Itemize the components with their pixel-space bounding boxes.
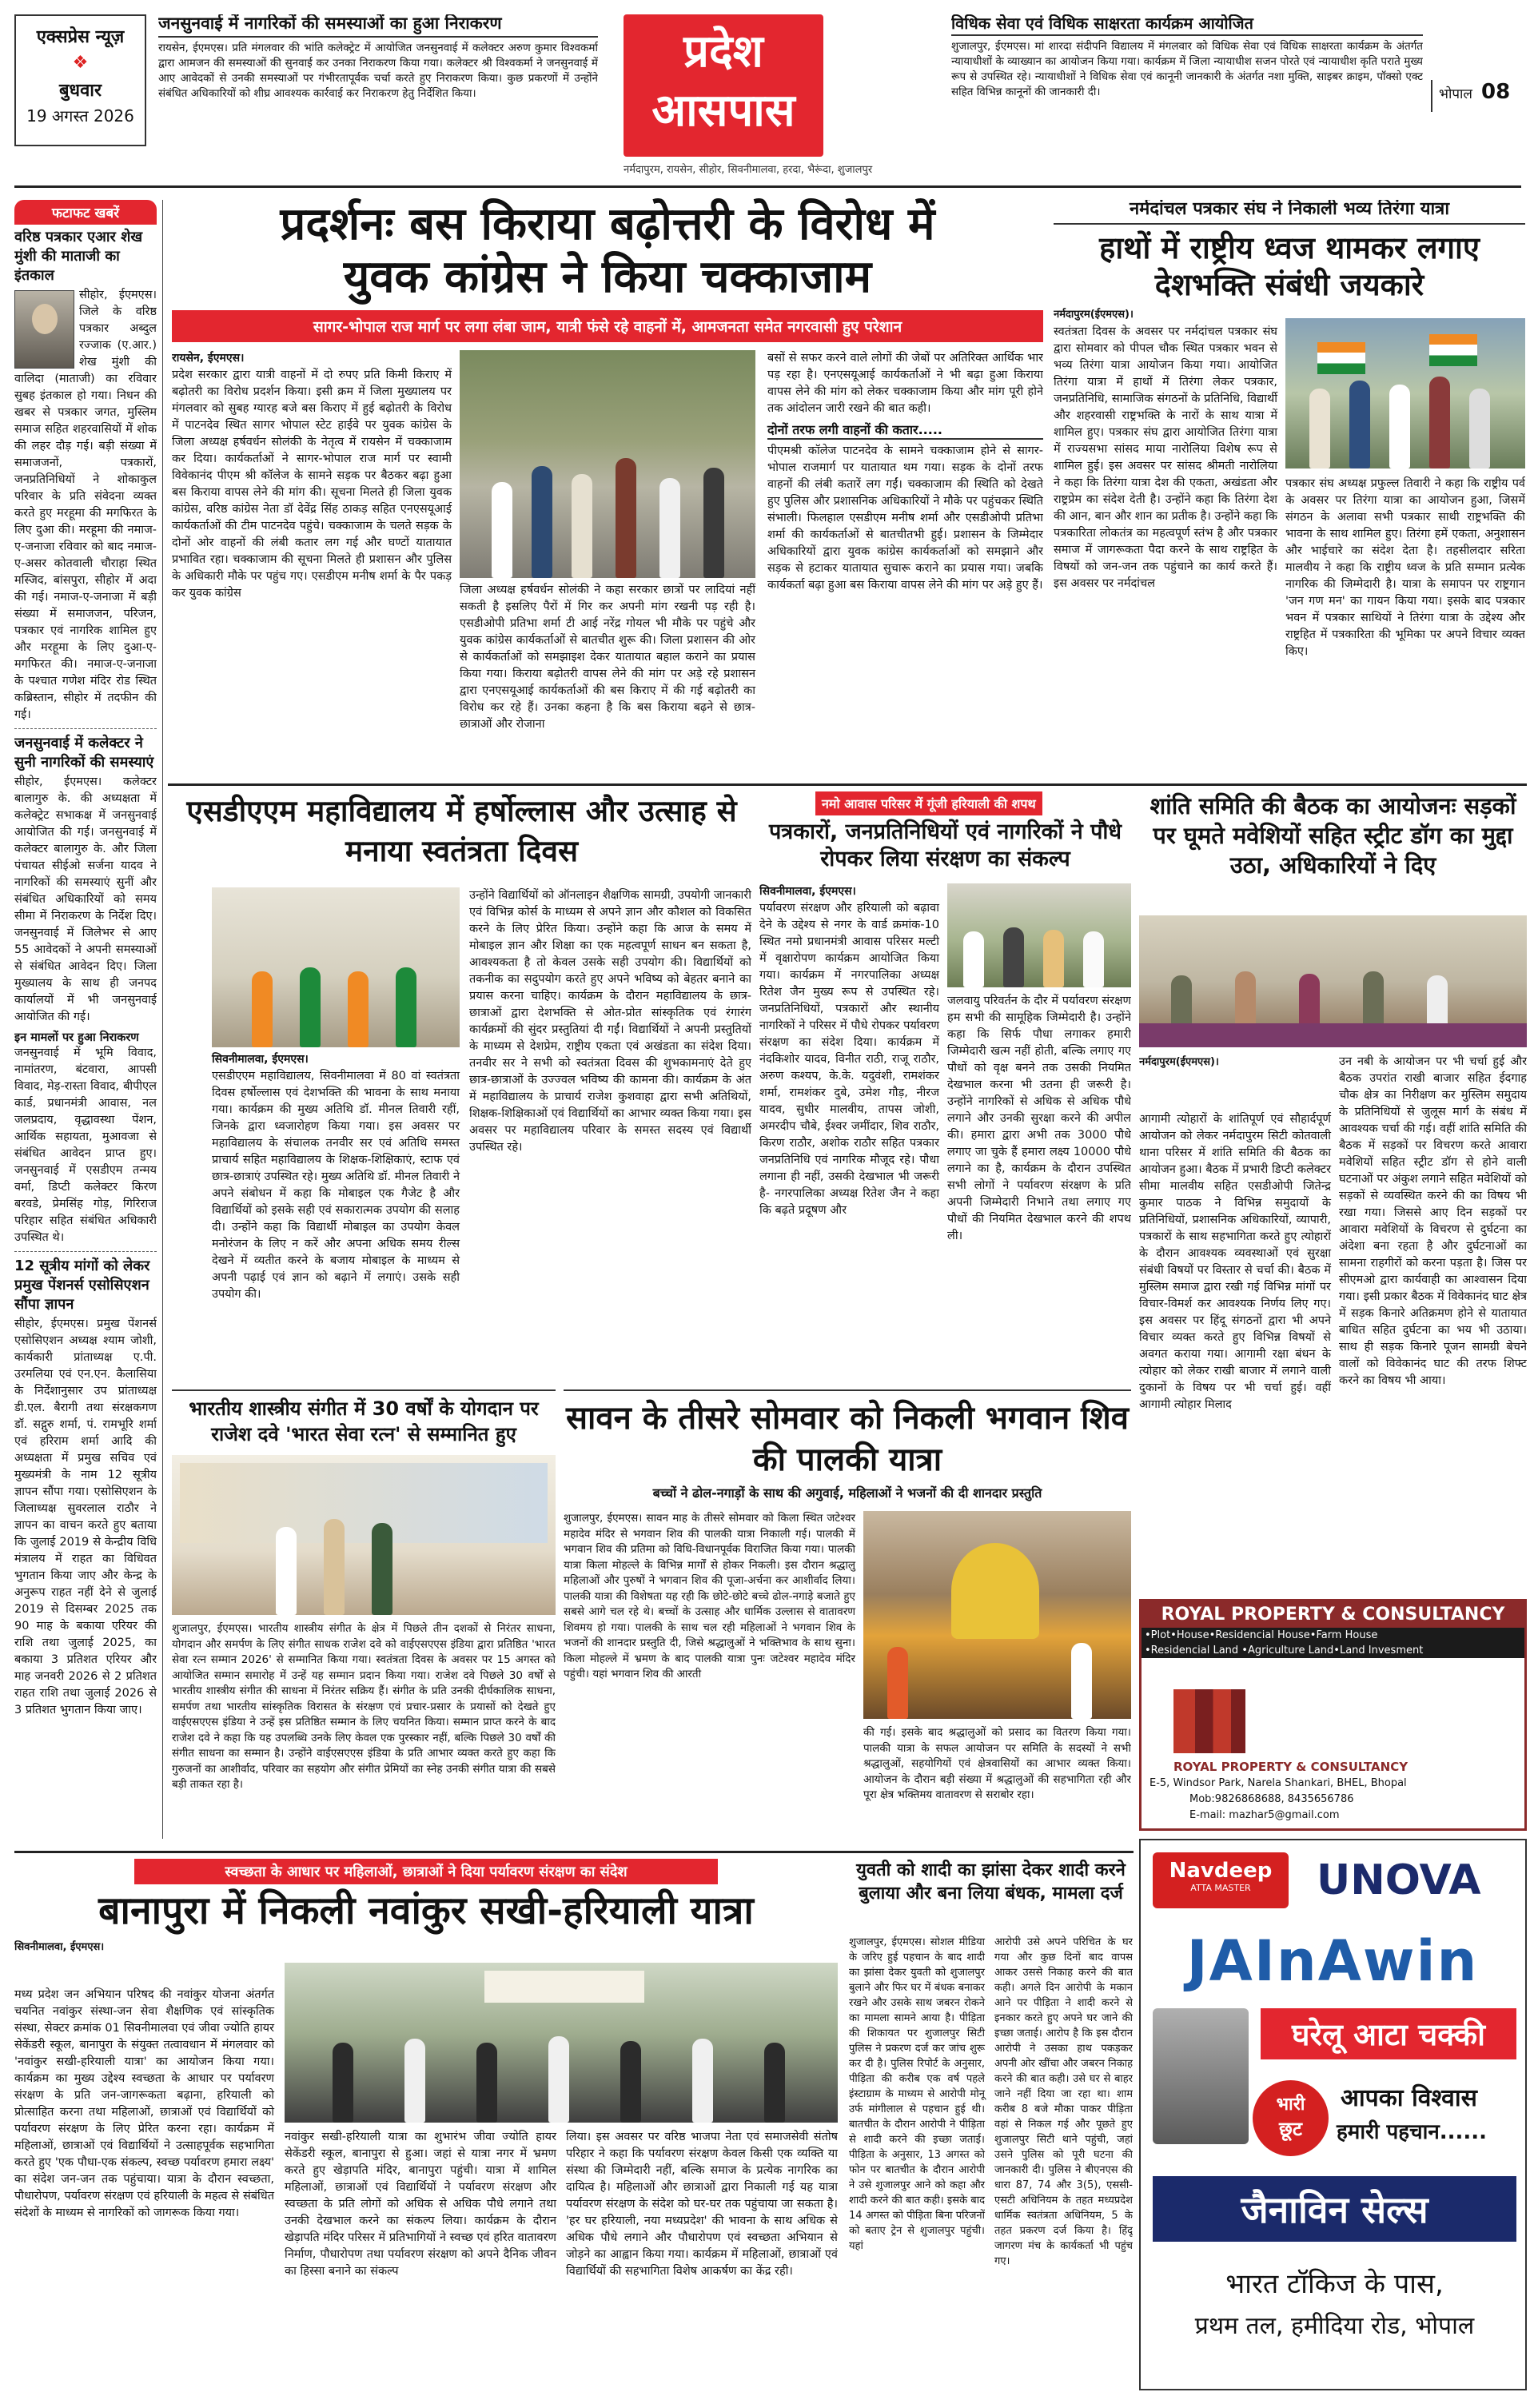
yatra-headline: बानापुरा में निकली नवांकुर सखी-हरियाली यात्रा [98, 1888, 754, 1933]
lead-dateline: रायसेन, ईएमएस। [172, 352, 245, 365]
shanti-col-2-text: उन नबी के आयोजन पर भी चर्चा हुई और बैठक उपरांत राखी बाजार सहित ईदगाह चौक क्षेत्र का निरीक्षण कर मुस्लिम समुदाय के प्रतिनिधियों से जुलूस मार्ग के संबंध में आवश्यक चर्चा की गई। वहीं शांति समिति की बैठक में सड़कों पर विचरण करते आवारा मवेशियों सहित स्ट्रीट डॉग से होने वाली घटनाओं पर अंकुश लगाने सहित मवेशियों को सड़कों से व्यवस्थित करने की का विषय भी रखा गया। जिससे आए दिन सड़कों पर आवारा मवेशियों के विचरण से दुर्घटना का अंदेशा बना रहता है और दुर्घटनाओं का सामना राहगीरों को करना पड़ता है। जिस पर सीएमओ द्वारा कार्यवाही का आश्वासन दिया गया। इसी प्रकार बैठक में विवेकानंद घाट क्षेत्र में सड़क किनारे अतिक्रमण होने से यातायात बाधित सहित दुर्घटना का भय भी उठाया। साथ ही सड़क किनारे पूजन सामग्री बेचने वालों को विवेकानंद घाट की तरफ शिफ्ट करने का विषय भी आया। [1339, 1055, 1527, 1387]
day-label: बुधवार [58, 81, 102, 101]
college-headline: एसडीएएम महाविद्यालय में हर्षोल्लास और उत्साह से मनाया स्वतंत्रता दिवस [186, 794, 737, 868]
crime-story [849, 1859, 1133, 2394]
navdeep-sub: ATTA MASTER [1190, 1883, 1251, 1893]
trust-line-1: आपका विश्वास [1341, 2084, 1477, 2112]
tiranga-story [1054, 200, 1525, 782]
section-name-2: आसपास [651, 85, 795, 137]
music-headline: भारतीय शास्त्रीय संगीत में 30 वर्षों के योगदान पर राजेश दवे 'भारत सेवा रत्न' से सम्मानित हुए [189, 1397, 539, 1445]
sawan-story [564, 1389, 1131, 1845]
participant-figure [1429, 377, 1450, 468]
sawan-col-1-text: शुजालपुर, ईएमएस। सावन माह के तीसरे सोमवार को किला स्थित जटेश्वर महादेव मंदिर से भगवान शिव की पालकी यात्रा निकाली गई। पालकी में भगवान शिव की प्रतिमा को विधि-विधानपूर्वक विराजित किया गया। पालकी यात्रा किला मोहल्ले के विभिन्न मार्गों से होकर निकली। इस दौरान श्रद्धालु महिलाओं और पुरुषों ने भगवान शिव की पूजा-अर्चना कर आशीर्वाद लिया। पालकी यात्रा की विशेषता यह रही कि छोटे-छोटे बच्चे ढोल-नगाड़े बजाते हुए सबसे आगे चल रहे थे। बच्चों के उत्साह और धार्मिक उल्लास से वातावरण शिवमय हो गया। पालकी के साथ चल रही महिलाओं ने भगवान शिव के भजनों की शानदार प्रस्तुति दी, जिसे श्रद्धालुओं ने भक्तिभाव के साथ सुना। किला मोहल्ले में भ्रमण के बाद पालकी यात्रा पुनः जटेश्वर महादेव मंदिर पहुंची। यहां भगवान शिव की आरती [564, 1512, 855, 1680]
top-right-brief [951, 14, 1423, 150]
planter-figure [1083, 931, 1104, 987]
shanti-headline: शांति समिति की बैठक का आयोजनः सड़कों पर घूमते मवेशियों सहित स्ट्रीट डॉग का मुद्दा उठा, अधिकारियों ने दिए [1150, 792, 1516, 879]
top-right-brief-body: शुजालपुर, ईएमएस। मां शारदा संदीपनि विद्यालय में मंगलवार को विधिक सेवा एवं विधिक साक्षरता कार्यक्रम के अंतर्गत न्यायाधीशों के व्याख्यान का आयोजन किया गया। कार्यक्रम में जिला न्यायाधीश सजन पोरते एवं न्यायाधीश कृति पराते मुख्य रूप से उपस्थित रहे। न्यायाधीशों ने विधिक सेवा एवं कानूनी जानकारी के अंतर्गत नशा मुक्ति, साइबर क्राइम, पॉक्सो एक्ट सहित विभिन्न कानूनों की जानकारी दी। [951, 40, 1423, 99]
discount-badge-1: भारी [1276, 2095, 1305, 2115]
student-figure [692, 2039, 713, 2123]
sidebar-vrule [162, 200, 163, 1839]
dancer-figure [300, 967, 321, 1047]
protester-figure [492, 482, 512, 578]
shanti-story [1139, 791, 1527, 1591]
shop-name: जैनाविन सेल्स [1153, 2176, 1516, 2242]
plantation-col-1-text: पर्यावरण संरक्षण और हरियाली को बढ़ावा देने के उद्देश्य से नगर के वार्ड क्रमांक-10 स्थित नमो प्रधानमंत्री आवास परिसर मल्टी में वृक्षारोपण कार्यक्रम आयोजित किया गया। कार्यक्रम में नगरपालिका अध्यक्ष रितेश जैन मुख्य रूप से उपस्थित रहे। जनप्रतिनिधियों, पत्रकारों और स्थानीय नागरिकों ने परिसर में पौधे रोपकर पर्यावरण संरक्षण का संदेश दिया। कार्यक्रम में नंदकिशोर यादव, विनीत राठी, राजू राठौर, अरुण कश्यप, के.के. यदुवंशी, रामशंकर शर्मा, रामशंकर दुबे, उमेश गौड़, नीरज यादव, सुधीर मालवीय, तापस जोशी, अमरदीप चौबे, ईश्वर जमींदार, शिव राठौर, किरण राठौर, अशोक राठौर सहित पत्रकार जनप्रतिनिधि एवं नागरिक मौजूद रहे। पौधा लगाना ही नहीं, उसकी देखभाल भी जरूरी है- नगरपालिका अध्यक्ष रितेश जैन ने कहा कि बढ़ते प्रदूषण और [759, 902, 939, 1217]
awardee-figure [372, 1523, 392, 1615]
sawan-col-1 [564, 1511, 855, 1686]
sidebar-divider-1 [14, 728, 157, 729]
school-banner [484, 1971, 644, 2003]
lead-headline-2: युवक कांग्रेस ने किया चक्काजाम [343, 251, 872, 303]
top-left-brief-body: रायसेन, ईएमएस। प्रति मंगलवार की भांति कलेक्ट्रेट में आयोजित जनसुनवाई में कलेक्टर अरुण कुमार विश्वकर्मा द्वारा आमजन की समस्याओं की सुनवाई कर उनका निराकरण किया गया। कलेक्टर श्री विश्वकर्मा ने जनसुनवाई में आए आवेदकों से उनकी समस्याओं पर गंभीरतापूर्वक चर्चा करते हुए निराकरण किया। कुछ प्रकरणों में उन्होंने संबंधित अधिकारियों को शीघ्र आवश्यक कार्रवाई कर निराकरण हेतु निर्देशित किया। [158, 41, 598, 100]
section-cities: नर्मदापुरम, रायसेन, सीहोर, सिवनीमालवा, हरदा, भैरूंदा, शुजालपुर [624, 164, 873, 176]
section-flag-box [624, 14, 823, 157]
planter-figure [1003, 927, 1024, 987]
tiranga-kicker: नर्मदांचल पत्रकार संघ ने निकाली भव्य तिरंगा यात्रा [1054, 200, 1525, 225]
ad-address: E-5, Windsor Park, Narela Shankari, BHEL, Bhopal [1150, 1777, 1407, 1789]
sidebar-story-3-title: 12 सूत्रीय मांगों को लेकर प्रमुख पेंशनर्स एसोसिएशन सौंपा ज्ञापन [14, 1258, 150, 1313]
college-col-1 [212, 1051, 460, 1306]
ad-mobile: Mob:9826868688, 8435656786 [1189, 1793, 1354, 1805]
plantation-story [759, 791, 1131, 1383]
lead-subheadline: सागर-भोपाल राज मार्ग पर लगा लंबा जाम, यात्री फंसे रहे वाहनों में, आमजनता समेत नगरवासी हुए परेशान [172, 310, 1043, 342]
lead-story [172, 198, 1043, 782]
shop-address-1: भारत टॉकिज के पास, [1225, 2268, 1444, 2300]
lead-col-1-text: प्रदेश सरकार द्वारा यात्री वाहनों में दो रुपए प्रति किमी किराए में बढ़ोतरी का विरोध प्रदर्शन किया। इसी क्रम में जिला मुख्यालय पर मंगलवार को सुबह ग्यारह बजे बस किराए में हुई बढ़ोतरी के विरोध में पाटनदेव स्थित सागर भोपाल स्टेट हाईवे पर युवक कांग्रेस के जिला अध्यक्ष हर्षवर्धन सोलंकी के नेतृत्व में रायसेन में चक्काजाम कर दिया। कार्यकर्ताओं ने सागर-भोपाल राज मार्ग पर स्वामी विवेकानंद पीएम श्री कॉलेज के सामने सड़क पर बैठकर बढ़ा हुआ बस किराया वापस लेने की मांग की। सूचना मिलते ही जिला युवक कांग्रेस, वरिष्ठ कांग्रेस नेता डॉ देवेंद्र सिंह ठाकड़ सहित एनएसयूआई कार्यकर्ताओं की टीम पाटनदेव पहुंचे। चक्काजाम के चलते सड़क के दोनों ओर वाहनों की लंबी कतार लग गई और घण्टों यातायात प्रभावित रहा। चक्काजाम की सूचना मिलते ही प्रशासन और पुलिस के अधिकारी मौके पर पहुंच गए। एसडीएम मनीष शर्मा के पैर पकड़ कर युवक कांग्रेस [172, 369, 452, 600]
meeting-table [1139, 1023, 1527, 1047]
participant-figure [1349, 381, 1370, 468]
unova-logo: UNOVA [1317, 1856, 1481, 1904]
plantation-col-2 [947, 993, 1131, 1248]
flag-icon [1429, 334, 1477, 366]
sawan-photo [863, 1511, 1131, 1719]
shanti-dateline: नर्मदापुरम(ईएमएस)। [1139, 1056, 1219, 1068]
paper-name: एक्सप्रेस न्यूज़ [36, 27, 125, 47]
shanti-col-1 [1139, 1111, 1331, 1417]
participant-figure [1309, 389, 1330, 468]
participant-figure [1389, 385, 1410, 468]
crime-col-1-text: शुजालपुर, ईएमएस। सोशल मीडिया के जरिए हुई पहचान के बाद शादी का झांसा देकर युवती को शुजालपुर बुलाने और फिर घर में बंधक बनाकर रखने और उसके साथ जबरन रोकने का मामला सामने आया है। पीड़िता की शिकायत पर शुजालपुर सिटी पुलिस ने प्रकरण दर्ज कर जांच शुरू कर दी है। पुलिस रिपोर्ट के अनुसार, पीड़िता की करीब एक वर्ष पहले इंस्टाग्राम के माध्यम से आरोपी मोनू उर्फ मांगीलाल से पहचान हुई थी। बातचीत के दौरान आरोपी ने पीड़िता से शादी करने की इच्छा जताई। पीड़िता के अनुसार, 13 अगस्त को फोन पर बातचीत के दौरान आरोपी ने उसे शुजालपुर आने को कहा और शादी करने की बात कही। इसके बाद 14 अगस्त को पीड़िता बिना परिजनों को बताए ट्रेन से शुजालपुर पहुंची। यहां [849, 1936, 985, 2252]
lead-col-2-text: जिला अध्यक्ष हर्षवर्धन सोलंकी ने कहा सरकार छात्रों पर लादियां नहीं सकती है इसलिए पैरों में गिर कर अपनी मांग रखनी पड़ रही है। एसडीओपी प्रतिभा शर्मा टी आई नरेंद्र गोयल भी मौके पर पहुंचे और युवक कांग्रेस कार्यकर्ताओं से बातचीत शुरू की। जिला प्रशासन की ओर से कार्यकर्ताओं को समझाइश देकर यातायात बहाल कराने का प्रयास किया गया। किराया बढ़ोतरी वापस लेने की मांग पर अड़े रहे प्रशासन द्वारा एनएसयूआई कार्यकर्ताओं की बस किराए में की गई बढ़ोतरी का विरोध कर रहे हैं। उनका कहना है कि बस किराया बढ़ने से छात्र-छात्राओं और रोजाना [460, 584, 755, 731]
ad-name: ROYAL PROPERTY & CONSULTANCY [1173, 1760, 1408, 1774]
page-label [1431, 80, 1527, 112]
awardee-figure [324, 1519, 345, 1615]
mill-banner: घरेलू आटा चक्की [1261, 2008, 1516, 2059]
shanti-col-2 [1339, 1054, 1527, 1393]
row-rule-2 [14, 1851, 1134, 1853]
ad-services-1: •Plot•House•Residencial House•Farm House [1142, 1628, 1524, 1643]
protester-figure [532, 466, 552, 578]
sidebar-story-3-body: सीहोर, ईएमएस। प्रमुख पेंशनर्स एसोसिएशन अध्यक्ष श्याम जोशी, कार्यकारी प्रांताध्यक्ष ए.पी. उरमलिया एवं एन.एन. कैलासिया के निर्देशानुसार उप प्रांताध्यक्ष डी.एल. बैरागी तथा संरक्षकगण डॉ. सद्गुरु शर्मा, पं. रामभूरि शर्मा एवं हरिराम शर्मा आदि की अध्यक्षता में प्रमुख सचिव एवं मुख्यमंत्री के नाम 12 सूत्रीय ज्ञापन सौंपा गया। एसोसिएशन के जिलाध्यक्ष सुवरलाल राठौर ने ज्ञापन का वाचन करते हुए बताया कि जुलाई 2019 से केन्द्रीय विधि मंत्रालय में राहत का विधिवत भुगतान किया जाए और केन्द्र के अनुरूप राहत नहीं देने से जुलाई 2019 से दिसम्बर 2025 तक 90 माह के बकाया एरियर की राशि तथा जुलाई 2025, का बकाया 3 प्रतिशत एरियर और माह जनवरी 2026 से 2 प्रतिशत राहत राशि तथा जुलाई 2026 से 3 प्रतिशत भुगतान किया जाए। [14, 1318, 157, 1716]
lead-col-3-text: बसों से सफर करने वाले लोगों की जेबों पर अतिरिक्त आर्थिक भार पड़ रहा है। एनएसयूआई कार्यकर्ताओं ने भी बढ़ा हुआ किराया वापस लेने की मांग को लेकर चक्काजाम किया और मांग पूरी होने तक आंदोलन जारी रखने की बात कही। [767, 352, 1043, 415]
protester-figure [616, 458, 636, 578]
yatra-story [14, 1859, 838, 2394]
student-figure [548, 2036, 569, 2123]
tiranga-headline: हाथों में राष्ट्रीय ध्वज थामकर लगाए देशभक्ति संबंधी जयकारे [1099, 229, 1480, 302]
ad-email: E-mail: mazhar5@gmail.com [1189, 1809, 1340, 1821]
music-photo [172, 1455, 556, 1615]
flag-icon [1317, 342, 1365, 374]
sawan-col-2 [863, 1725, 1131, 1807]
protester-figure [572, 474, 592, 578]
awardee-figure [276, 1527, 297, 1615]
ad-services-2: •Residencial Land •Agriculture Land•Land Invesment [1142, 1643, 1524, 1658]
plantation-dateline: सिवनीमालवा, ईएमएस। [759, 885, 856, 898]
music-body: शुजालपुर, ईएमएस। भारतीय शास्त्रीय संगीत के क्षेत्र में पिछले तीन दशकों से निरंतर साधना, योगदान और समर्पण के लिए संगीत साधक राजेश दवे को वाईएसएएस इंडिया द्वारा प्रतिष्ठित 'भारत सेवा रत्न सम्मान 2026' से सम्मानित किया गया। स्वतंत्रता दिवस के अवसर पर 15 अगस्त को आयोजित सम्मान समारोह में उन्हें यह सम्मान प्रदान किया गया। राजेश दवे पिछले 30 वर्षों से भारतीय शास्त्रीय संगीत की साधना में निरंतर सक्रिय हैं। संगीत के प्रति उनकी दीर्घकालिक साधना, समर्पण तथा भारतीय सांस्कृतिक विरासत के संरक्षण एवं प्रचार-प्रसार के प्रयासों को देखते हुए वाईएसएएस इंडिया ने उन्हें इस प्रतिष्ठित सम्मान के लिए चयनित किया। सम्मान प्राप्त करने के बाद राजेश दवे ने कहा कि यह उपलब्धि उनके लिए केवल एक पुरस्कार नहीं, बल्कि पिछले 30 वर्षों की संगीत साधना का सम्मान है। उन्होंने वाईएसएएस इंडिया के प्रति आभार व्यक्त करते हुए कहा कि गुरुजनों का आशीर्वाद, परिवार का सहयोग और संगीत प्रेमियों का स्नेह उनकी संगीत यात्रा की सबसे बड़ी ताकत रहा है। [172, 1622, 556, 1791]
participant-figure [1469, 389, 1490, 468]
planter-figure [963, 931, 984, 987]
lead-subhead: दोनों तरफ लगी वाहनों की कतार..... [767, 421, 1043, 440]
discount-badge-2: छूट [1279, 2118, 1302, 2140]
masthead-left-box [14, 14, 146, 146]
sidebar-story-1-body: सीहोर, ईएमएस। जिले के वरिष्ठ पत्रकार अब्दुल रज्जाक (ए.आर.) शेख मुंशी की वालिदा (माताजी) का रविवार सुबह इंतकाल हो गया। निधन की खबर से पत्रकार जगत, मुस्लिम समाज सहित शहरवासियों में शोक की लहर दौड़ गई। बड़ी संख्या में समाजजनों, पत्रकारों, जनप्रतिनिधियों ने शोकाकुल परिवार के प्रति संवेदना व्यक्त करते हुए मरहूमा की मगफिरत के लिए दुआ की। मरहूमा की नमाज-ए-जनाजा रविवार को बाद नमाज-ए-असर कोतवाली चौराहा स्थित मस्जिद, बांसपुरा, सीहोर में अदा की गई। नमाज-ए-जनाजा में बड़ी संख्या में समाजजन, परिजन, पत्रकार एवं नागरिक शामिल हुए और मरहूमा के लिए दुआ-ए-मगफिरत की। नमाज-ए-जनाजा के पश्चात गणेश मंदिर रोड स्थित कब्रिस्तान, सीहोर में तदफीन की गई। [14, 289, 157, 721]
shop-address-2: प्रथम तल, हमीदिया रोड, भोपाल [1194, 2312, 1475, 2340]
yatra-col-1-text: मध्य प्रदेश जन अभियान परिषद की नवांकुर योजना अंतर्गत चयनित नवांकुर संस्था-जन सेवा शैक्षणिक एवं सांस्कृतिक संस्था, सेक्टर क्रमांक 01 सिवनीमालवा एवं जीवा ज्योति हायर सेकेंडरी स्कूल, बानापुरा के संयुक्त तत्वावधान में मंगलवार को 'नवांकुर सखी-हरियाली यात्रा' का आयोजन किया गया। कार्यक्रम का मुख्य उद्देश्य स्वच्छता के आधार पर पर्यावरण संरक्षण के प्रति जन-जागरूकता बढ़ाना, हरियाली को प्रोत्साहित करना तथा महिलाओं, छात्राओं एवं विद्यार्थियों को पर्यावरण संरक्षण के लिए प्रेरित करना रहा। कार्यक्रम में महिलाओं, छात्राओं एवं विद्यार्थियों ने उत्साहपूर्वक सहभागिता करते हुए 'एक पौधा-एक संकल्प, स्वच्छ पर्यावरण हमारा लक्ष्य' का संदेश जन-जन तक पहुंचाया। यात्रा के दौरान स्वच्छता, पौधारोपण, पर्यावरण संरक्षण एवं हरियाली के महत्व से संबंधित संदेशों के माध्यम से नागरिकों को जागरूक किया गया। [14, 1988, 274, 2219]
tiranga-col-1 [1054, 324, 1277, 596]
sidebar-story-2-body: सीहोर, ईएमएस। कलेक्टर बालागुरु के. की अध्यक्षता में कलेक्ट्रेट सभाकक्ष में जनसुनवाई आयोजित की गई। जनसुनवाई में कलेक्टर बालागुरु के. और जिला पंचायत सीईओ सर्जना यादव ने नागरिकों की समस्याएं सुनीं और संबंधित अधिकारियों को समय सीमा में निराकरण के निर्देश दिए। जनसुनवाई में जिलेभर से आए 55 आवेदकों ने अपनी समस्याओं से संबंधित आवेदन दिए। जिला मुख्यालय के साथ ही जनपद कार्यालयों में भी जनसुनवाई आयोजित की गई। [14, 775, 157, 1023]
dancer-figure [396, 967, 416, 1047]
sidebar-divider-2 [14, 1251, 157, 1252]
star-icon: ❖ [72, 53, 89, 73]
lead-col-3 [767, 350, 1043, 597]
sawan-col-2-text: की गई। इसके बाद श्रद्धालुओं को प्रसाद का वितरण किया गया। पालकी यात्रा के सफल आयोजन पर समिति के सदस्यों ने सभी श्रद्धालुओं, सहयोगियों एवं क्षेत्रवासियों का आभार व्यक्त किया। आयोजन के दौरान बड़ी संख्या में श्रद्धालुओं की सहभागिता रही और पूरा क्षेत्र भक्तिमय वातावरण से सराबोर रहा। [863, 1726, 1131, 1801]
obituary-photo [14, 290, 74, 369]
discount-badge [1253, 2080, 1329, 2156]
plantation-headline: पत्रकारों, जनप्रतिनिधियों एवं नागरिकों ने पौधे रोपकर लिया संरक्षण का संकल्प [768, 819, 1122, 871]
atta-chakki-machine [1153, 2008, 1249, 2144]
shanti-photo [1139, 915, 1527, 1047]
crime-headline: युवती को शादी का झांसा देकर शादी करने बुलाया और बना लिया बंधक, मामला दर्ज [856, 1860, 1126, 1904]
yatra-photo [285, 1963, 838, 2123]
navdeep-text: Navdeep [1169, 1859, 1273, 1883]
shanti-col-1-text: आगामी त्योहारों के शांतिपूर्ण एवं सौहार्दपूर्ण आयोजन को लेकर नर्मदापुरम सिटी कोतवाली थाना परिसर में शांति समिति की बैठक का आयोजन हुआ। बैठक में प्रभारी डिप्टी कलेक्टर सीमा मालवीय सहित एसडीओपी जितेन्द्र कुमार पाठक ने विभिन्न समुदायों के प्रतिनिधियों, प्रशासनिक अधिकारियों, व्यापारी, पत्रकारों के साथ सहभागिता करते हुए त्योहारों के दौरान आवश्यक व्यवस्थाओं एवं सुरक्षा संबंधी विषयों पर विस्तार से चर्चा की। बैठक में मुस्लिम समाज द्वारा रखी गई विभिन्न मांगों पर विचार-विमर्श कर आवश्यक निर्णय लिए गए। इस अवसर पर हिंदू संगठनों द्वारा भी अपने विचार व्यक्त करते हुए विभिन्न विषयों से अवगत कराया गया। आगामी रक्षा बंधन के त्योहार को लेकर राखी बाजार में लगाने वाली दुकानों के विषय पर भी चर्चा हुई। वहीं आगामी त्योहार मिलाद [1139, 1113, 1331, 1411]
planter-figure [1043, 930, 1064, 987]
student-figure [404, 2039, 425, 2123]
yatra-col-2-text: नवांकुर सखी-हरियाली यात्रा का शुभारंभ जीवा ज्योति हायर सेकेंडरी स्कूल, बानापुरा से हुआ। जहां से यात्रा नगर में भ्रमण करते हुए खेड़ापति मंदिर, बानापुरा पहुंची। यात्रा में शामिल महिलाओं, छात्राओं एवं विद्यार्थियों ने पर्यावरण संरक्षण और स्वच्छता के प्रति लोगों को अधिक से अधिक पौधे लगाने तथा उनकी देखभाल करने का संकल्प लिया। कार्यक्रम के दौरान खेड़ापति मंदिर परिसर में प्रतिभागियों ने स्वच्छ एवं हरित वातावरण निर्माण, पौधारोपण तथा पर्यावरण संरक्षण को अपने दैनिक जीवन का हिस्सा बनाने का संकल्प [285, 2131, 556, 2278]
yatra-kicker: स्वच्छता के आधार पर महिलाओं, छात्राओं ने दिया पर्यावरण संरक्षण का संदेश [134, 1859, 718, 1884]
royal-property-ad [1139, 1599, 1527, 1831]
award-banner [180, 1463, 548, 1543]
yatra-col-2 [285, 2129, 556, 2283]
tiranga-col-2 [1285, 476, 1525, 664]
place-label: भोपाल [1439, 86, 1472, 102]
building-icon [1173, 1689, 1245, 1753]
yatra-col-3 [566, 2129, 838, 2283]
lead-headline-1: प्रदर्शनः बस किराया बढ़ोत्तरी के विरोध में [280, 198, 935, 250]
sawan-sub: बच्चों ने ढोल-नगाड़ों के साथ की अगुवाई, महिलाओं ने भजनों की दी शानदार प्रस्तुति [652, 1485, 1042, 1501]
section-flag [616, 14, 919, 178]
sidebar-story-2-sub: इन मामलों पर हुआ निराकरण [14, 1031, 139, 1044]
lead-col-1 [172, 350, 452, 605]
tiranga-dateline: नर्मदापुरम(ईएमएस)। [1054, 308, 1134, 321]
college-photo [212, 887, 460, 1047]
trust-line-2: हमारी पहचान...... [1337, 2120, 1488, 2144]
lead-col-2 [460, 582, 755, 736]
page-number: 08 [1481, 80, 1511, 104]
college-col-1-text: एसडीएएम महाविद्यालय, सिवनीमालवा में 80 वां स्वतंत्रता दिवस हर्षोल्लास एवं देशभक्ति की भावना के साथ मनाया गया। कार्यक्रम की मुख्य अतिथि डॉ. मीनल तिवारी रहीं, जिनके द्वारा ध्वजारोहण किया गया। इस अवसर पर महाविद्यालय के संचालक तनवीर सर एवं अतिथि समस्त प्राचार्य सहित महाविद्यालय के शिक्षक-शिक्षिकाएं, स्टाफ एवं छात्र-छात्राएं उपस्थित रहे। मुख्य अतिथि डॉ. मीनल तिवारी ने अपने संबोधन में कहा कि मोबाइल एक गैजेट है और विद्यार्थियों को इसके सही एवं सकारात्मक उपयोग की सलाह दी। उन्होंने कहा कि विद्यार्थी मोबाइल का उपयोग केवल मनोरंजन के लिए न करें और अपना अधिक समय रील्स देखने में व्यतीत करने के बजाय मोबाइल के माध्यम से अपनी पढ़ाई एवं ज्ञान को बढ़ाने में लगाएं। उसके सही उपयोग की। [212, 1070, 460, 1301]
crime-col-2-text: आरोपी उसे अपने परिचित के घर गया और कुछ दिनों बाद वापस आकर उससे निकाह करने की बात कही। अगले दिन आरोपी के मकान आने पर पीड़िता ने शादी करने से इनकार करते हुए अपने घर जाने की इच्छा जताई। आरोप है कि इस दौरान आरोपी ने उसका हाथ पकड़कर अपनी ओर खींचा और जबरन निकाह करने की बात कही। उसे घर से बाहर जाने नहीं दिया जा रहा था। शाम करीब 8 बजे मौका पाकर पीड़िता वहां से निकल गई और पूछते हुए शुजालपुर सिटी थाने पहुंची, जहां उसने पुलिस को पूरी घटना की जानकारी दी। पुलिस ने बीएनएस की धारा 87, 74 और 3(5), एससी-एसटी अधिनियम के तहत मध्यप्रदेश धार्मिक स्वतंत्रता अधिनियम, 5 के तहत प्रकरण दर्ज किया है। हिंदू जागरण मंच के कार्यकर्ता भी पहुंच गए। [994, 1936, 1133, 2267]
top-right-brief-title: विधिक सेवा एवं विधिक साक्षरता कार्यक्रम आयोजित [951, 14, 1423, 36]
devotee-figure [1071, 1643, 1092, 1719]
lead-col-3b-text: पीएमश्री कॉलेज पाटनदेव के सामने चक्काजाम होने से सागर-भोपाल राजमार्ग पर यातायात थम गया। सड़क के दोनों तरफ वाहनों की लंबी कतारें लग गईं। चक्काजाम की स्थिति को देखते हुए पुलिस और प्रशासनिक अधिकारियों ने मौके पर पहुंचकर स्थिति संभाली। फिलहाल एसडीएम मनीष शर्मा और एसडीओपी प्रतिभा शर्मा की कार्यकर्ताओं से बातचीतभी हुई। प्रशासन के जिम्मेदार अधिकारियों द्वारा युवक कांग्रेस कार्यकर्ताओं को समझाने और सड़क से हटाकर यातायात सुचारू कराने का प्रयास गया। जबकि कार्यकर्ता बढ़ा हुआ बस किराया वापस लेने की मांग पर अड़े हुए हैं। [767, 445, 1043, 592]
student-figure [764, 2043, 785, 2123]
college-col-2 [469, 887, 751, 1159]
dancer-figure [348, 971, 369, 1047]
row-rule-1 [168, 783, 1527, 786]
masthead-rule [14, 185, 1521, 188]
protester-figure [659, 478, 680, 578]
yatra-col-1 [14, 1987, 274, 2225]
plantation-kicker: नमो आवास परिसर में गूंजी हरियाली की शपथ [815, 791, 1042, 815]
college-dateline: सिवनीमालवा, ईएमएस। [212, 1053, 309, 1066]
plantation-col-1 [759, 883, 939, 1222]
date-label: 19 अगस्त 2026 [26, 106, 134, 126]
sawan-headline: सावन के तीसरे सोमवार को निकली भगवान शिव की पालकी यात्रा [566, 1400, 1129, 1478]
section-name-1: प्रदेश [683, 26, 763, 78]
plantation-col-2-text: जलवायु परिवर्तन के दौर में पर्यावरण संरक्षण हम सभी की सामूहिक जिम्मेदारी है। उन्होंने कहा कि सिर्फ पौधा लगाकर हमारी जिम्मेदारी खत्म नहीं होती, बल्कि लगाए गए पौधों को वृक्ष बनने तक उसकी नियमित देखभाल करना भी उतना ही जरूरी है। उन्होंने नागरिकों से अधिक से अधिक पौधे लगाने और उनकी सुरक्षा करने की अपील की। हमारा द्वारा अभी तक 3000 पौधे लगाए जा चुके हैं हमारा लक्ष्य 10000 पौधे लगाने का है, कार्यक्रम के दौरान उपस्थित सभी लोगों ने पर्यावरण संरक्षण के प्रति अपनी जिम्मेदारी निभाने तथा लगाए गए पौधों की नियमित देखभाल करने की शपथ ली। [947, 995, 1131, 1242]
college-story [172, 791, 751, 1383]
sidebar-header: फटाफट खबरें [14, 200, 157, 225]
sidebar [14, 200, 157, 1835]
student-figure [476, 2043, 497, 2123]
ad-title: ROYAL PROPERTY & CONSULTANCY [1142, 1601, 1524, 1628]
lead-photo [460, 350, 755, 578]
jainawin-logo: JAInAwin [1186, 1928, 1479, 1994]
sidebar-story-1-title: वरिष्ठ पत्रकार एआर शेख मुंशी की माताजी का इंतकाल [14, 229, 143, 284]
plantation-photo [947, 883, 1131, 987]
dancer-figure [252, 971, 273, 1047]
tiranga-photo [1285, 318, 1525, 468]
sidebar-story-2-title: जनसुनवाई में कलेक्टर ने सुनी नागरिकों की समस्याएं [14, 735, 154, 771]
yatra-dateline: सिवनीमालवा, ईएमएस। [14, 1941, 105, 1953]
tiranga-col-2-text: पत्रकार संघ अध्यक्ष प्रफुल्ल तिवारी ने कहा कि राष्ट्रीय पर्व के अवसर पर तिरंगा यात्रा का आयोजन हुआ, जिसमें संगठन के अलावा सभी पत्रकार साथी राष्ट्रभक्ति की भावना के साथ शामिल हुए। तिरंगा हमें एकता, अनुशासन और भाईचारे का संदेश देता है। तहसीलदार सरिता मालवीय ने कहा कि राष्ट्रीय ध्वज के प्रति सम्मान प्रत्येक नागरिक की जिम्मेदारी है। यात्रा के समापन पर राष्ट्रगान 'जन गण मन' का गायन किया गया। इसके बाद पत्रकार भवन में पत्रकार साथियों ने तिरंगा यात्रा के उद्देश्य और राष्ट्रहित में पत्रकारिता की भूमिका पर अपने विचार व्यक्त किए। [1285, 477, 1525, 658]
palki-shape [951, 1543, 1039, 1639]
music-story [172, 1389, 556, 1845]
tiranga-col-1-text: स्वतंत्रता दिवस के अवसर पर नर्मदांचल पत्रकार संघ द्वारा सोमवार को पीपल चौक स्थित पत्रकार भवन से भव्य तिरंगा यात्रा आयोजन किया गया। आयोजित तिरंगा यात्रा में हाथों में तिरंगा लेकर पत्रकार, जनप्रतिनिधि, सामाजिक संगठनों के प्रतिनिधि, विद्यार्थी और शहरवासी राष्ट्रभक्ति के नारों के साथ यात्रा में शामिल हुए। पत्रकार संघ द्वारा आयोजित तिरंगा यात्रा में राज्यसभा सांसद माया नारोलिया विशेष रूप से शामिल हुई। इस अवसर पर सांसद श्रीमती नारोलिया ने कहा कि तिरंगा यात्रा देश की एकता, अखंडता और राष्ट्रप्रेम का संदेश देती है। उन्होंने कहा कि तिरंगा देश की आन, बान और शान का प्रतीक है। उन्होंने कहा कि पत्रकारिता लोकतंत्र का महत्वपूर्ण स्तंभ है और पत्रकार समाज में जागरूकता पैदा करने के साथ राष्ट्रहित के विषयों को जन-जन तक पहुंचाने का कार्य करते हैं। इस अवसर पर नर्मदांचल [1054, 325, 1277, 590]
crime-col-2 [994, 1935, 1133, 2272]
college-col-2-text: उन्होंने विद्यार्थियों को ऑनलाइन शैक्षणिक सामग्री, उपयोगी जानकारी एवं विभिन्न कोर्स के माध्यम से अपने ज्ञान और कौशल को विकसित करने के लिए प्रेरित किया। उन्होंने कहा कि आज के समय में मोबाइल ज्ञान और शिक्षा का एक महत्वपूर्ण साधन बन सकता है, आवश्यकता है तो केवल उसके सही उपयोग की। विद्यार्थियों को तकनीक का सदुपयोग करते हुए अपने भविष्य को बेहतर बनाने का प्रयास करना चाहिए। कार्यक्रम के दौरान महाविद्यालय के छात्र-छात्राओं द्वारा देशभक्ति से ओत-प्रोत सांस्कृतिक एवं रंगारंग कार्यक्रमों की सुंदर प्रस्तुतियां दी गईं। विद्यार्थियों ने अपनी प्रस्तुतियों के माध्यम से देशप्रेम, राष्ट्रीय एकता एवं अखंडता का संदेश दिया। तनवीर सर ने सभी को स्वतंत्रता दिवस की शुभकामनाएं देते हुए छात्र-छात्राओं के उज्ज्वल भविष्य की कामना की। कार्यक्रम के अंत में महाविद्यालय के प्राचार्य राजेश कुशवाहा द्वारा सभी अतिथियों, शिक्षक-शिक्षिकाओं एवं विद्यार्थियों का आभार व्यक्त किया गया। इस अवसर पर महाविद्यालय परिवार के समस्त सदस्य एवं विद्यार्थी उपस्थित रहे। [469, 889, 751, 1154]
sidebar-story-2-body-2: जनसुनवाई में भूमि विवाद, नामांतरण, बंटवारा, आपसी विवाद, मेड़-रास्ता विवाद, बीपीएल कार्ड, प्रधानमंत्री आवास, नल जलप्रदाय, वृद्धावस्था पेंशन, आर्थिक सहायता, मुआवजा से संबंधित आवेदन प्राप्त हुए। जनसुनवाई में एसडीएम तन्मय वर्मा, डिप्टी कलेक्टर किरण बरवडे, प्रेमसिंह गोड़, गिरिराज परिहार सहित संबंधित अधिकारी उपस्थित थे। [14, 1047, 157, 1244]
navdeep-logo [1153, 1852, 1289, 1908]
yatra-col-3-text: लिया। इस अवसर पर वरिष्ठ भाजपा नेता एवं समाजसेवी संतोष परिहार ने कहा कि पर्यावरण संरक्षण केवल किसी एक व्यक्ति या संस्था की जिम्मेदारी नहीं, बल्कि समाज के प्रत्येक नागरिक का दायित्व है। महिलाओं और छात्राओं द्वारा निकाली गई यह यात्रा पर्यावरण संरक्षण के संदेश को घर-घर तक पहुंचाया जा सकता है। 'हर घर हरियाली, नया मध्यप्रदेश' की भावना के साथ अधिक से अधिक पौधे लगाने और पौधारोपण एवं स्वच्छता अभियान से जोड़ने का आह्वान किया गया। कार्यक्रम में महिलाओं, छात्राओं एवं विद्यार्थियों की सहभागिता विशेष आकर्षण का केंद्र रही। [566, 2131, 838, 2278]
student-figure [333, 2043, 353, 2123]
protester-figure [703, 468, 724, 578]
atta-chakki-ad [1139, 1839, 1527, 2390]
devotee-figure [887, 1647, 908, 1719]
top-left-brief [158, 14, 598, 150]
crime-col-1 [849, 1935, 985, 2257]
student-figure [620, 2041, 641, 2123]
top-left-brief-title: जनसुनवाई में नागरिकों की समस्याओं का हुआ निराकरण [158, 14, 598, 38]
obituary-face [32, 304, 58, 334]
